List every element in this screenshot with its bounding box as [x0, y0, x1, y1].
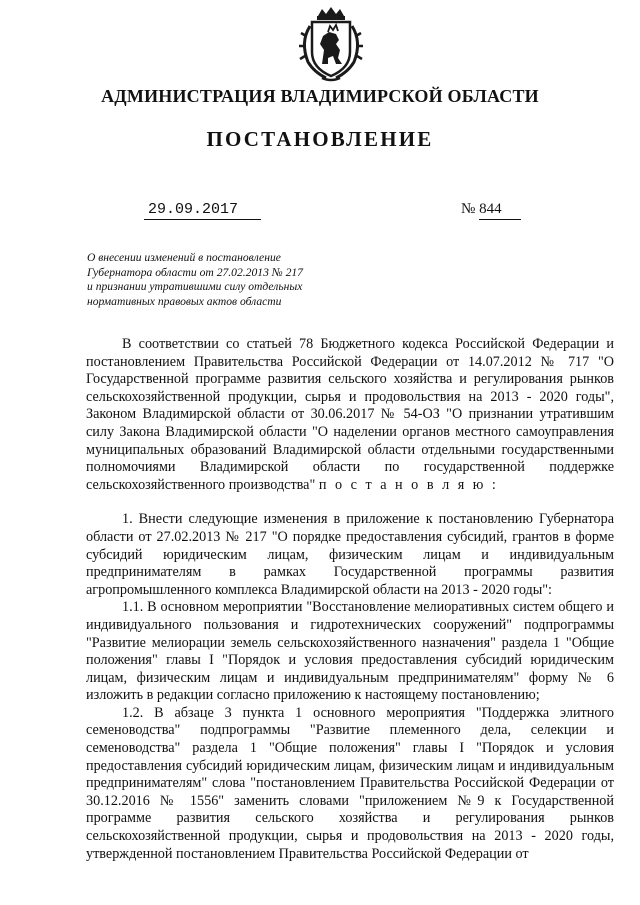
subject-line: Губернатора области от 27.02.2013 № 217 [87, 265, 303, 279]
subject-line: и признании утратившими силу отдельных [87, 280, 303, 293]
number-value: 844 [479, 201, 502, 217]
document-subject [87, 251, 347, 309]
preamble-paragraph [86, 336, 614, 494]
organization-name: АДМИНИСТРАЦИЯ ВЛАДИМИРСКОЙ ОБЛАСТИ [101, 86, 539, 106]
document-type: ПОСТАНОВЛЕНИЕ [206, 127, 434, 151]
document-number [461, 201, 502, 218]
coat-of-arms-icon [298, 6, 364, 82]
preamble-text: В соответствии со статьей 78 Бюджетного кодекса Российской Федерации и постановлением Правительства Российской Федерации от 14.07.2012 № 717 "О Государственной программе развития сельского хозяйства и регулирования рынков сельскохозяйственной продукции, сырья и продовольствия на 2013 - 2020 годы", Законом Владимирской области от 30.06.2017 № 54-ОЗ "О признании утратившим силу Закона Владимирской области "О наделении органов местного самоуправления муниципальных образований Владимирской области отдельными государственными полномочиями Владимирской области по государственной поддержке сельскохозяйственного производства" [86, 336, 614, 493]
document-date: 29.09.2017 [148, 201, 239, 218]
decree-word: п о с т а н о в л я ю : [318, 476, 499, 493]
item-1-1-paragraph: 1.1. В основном мероприятии "Восстановление мелиоративных систем общего и индивидуального пользования и гидротехнических сооружений" подпрограммы "Развитие мелиорации земель сельскохозяйственного назначения" раздела 1 "Общие положения" главы I "Порядок и условия предоставления субсидий юридическим лицам, физическим лицам и индивидуальным предпринимателям" форму № 6 изложить в редакции согласно приложению к настоящему постановлению; [86, 599, 614, 704]
number-underline [479, 219, 521, 220]
document-body [86, 336, 614, 863]
subject-line: О внесении изменений в постановление [87, 251, 281, 264]
subject-line: нормативных правовых актов области [87, 294, 282, 308]
item-1-2-paragraph: 1.2. В абзаце 3 пункта 1 основного мероприятия "Поддержка элитного семеноводства" подпрограммы "Развитие племенного дела, селекции и семеноводства" раздела 1 "Общие положения" главы I "Порядок и условия предоставления субсидий юридическим лицам, физическим лицам и индивидуальным предпринимателям" слова "постановлением Правительства Российской Федерации от 30.12.2016 № 1556" заменить словами "приложением №9 к Государственной программе развития сельского хозяйства и регулирования рынков сельскохозяйственной продукции, сырья и продовольствия на 2013 - 2020 годы, утвержденной постановлением Правительства Российской Федерации от [86, 704, 614, 862]
date-underline [144, 219, 261, 220]
number-prefix: № [461, 201, 476, 217]
item-1-paragraph: 1. Внести следующие изменения в приложение к постановлению Губернатора области от 27.02.2013 № 217 "О порядке предоставления субсидий, грантов в форме субсидий юридическим лицам, физическим лицам и индивидуальным предпринимателям в рамках Государственной программы развития агропромышленного комплекса Владимирской области на 2013 - 2020 годы": [86, 511, 614, 598]
